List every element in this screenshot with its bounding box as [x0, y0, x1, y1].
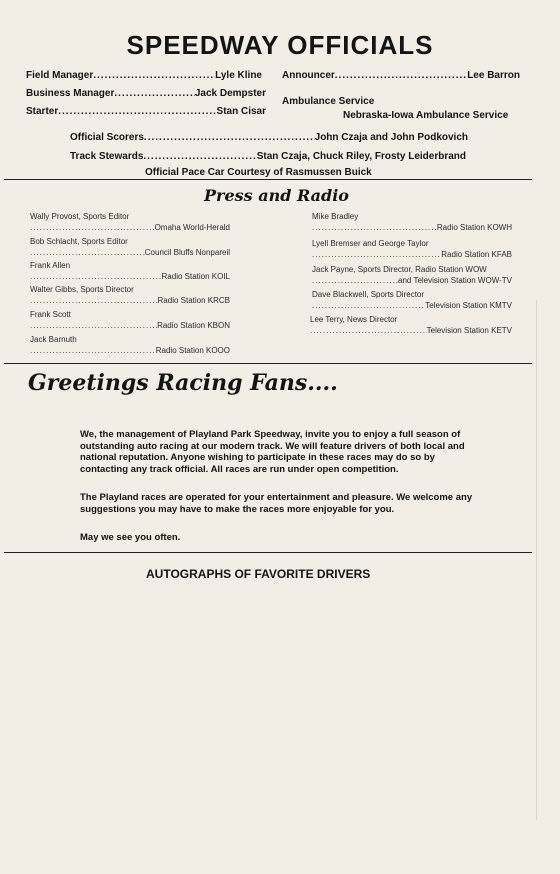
press-name: Wally Provost, Sports Editor — [30, 212, 130, 221]
press-entry — [310, 314, 512, 336]
leader-dots — [312, 222, 437, 233]
official-value: Lyle Kline — [215, 70, 262, 81]
leader-dots — [312, 249, 441, 260]
leader-dots — [30, 222, 155, 233]
divider-rule — [4, 179, 532, 180]
official-scorers — [70, 132, 468, 143]
press-affiliation: Omaha World-Herald — [154, 223, 230, 232]
leader-dots — [335, 70, 467, 81]
greeting-paragraph: May we see you often. — [80, 532, 181, 543]
page-title: SPEEDWAY OFFICIALS — [126, 30, 434, 60]
official-label: Field Manager — [26, 70, 94, 81]
official-starter — [26, 106, 266, 117]
pace-car-credit — [145, 167, 372, 178]
official-value: Stan Cisar — [216, 106, 266, 117]
press-affiliation: Radio Station KOOO — [155, 346, 230, 355]
page-fold — [536, 300, 537, 820]
press-name: Lyell Bremser and George Taylor — [312, 239, 429, 248]
official-label: Business Manager — [26, 88, 115, 99]
divider-rule — [4, 552, 532, 553]
leader-dots — [93, 70, 215, 81]
press-name: Jack Payne, Sports Director, Radio Station WOW — [312, 265, 487, 274]
press-entry — [30, 236, 230, 258]
press-affiliation: Television Station KMTV — [425, 301, 512, 310]
official-business-manager — [26, 88, 266, 99]
leader-dots — [144, 132, 315, 143]
leader-dots — [312, 300, 425, 311]
leader-dots — [143, 151, 256, 162]
official-stewards — [70, 151, 466, 162]
press-name: Walter Gibbs, Sports Director — [30, 285, 134, 294]
autographs-heading: AUTOGRAPHS OF FAVORITE DRIVERS — [146, 567, 371, 581]
official-announcer — [282, 70, 520, 81]
pace-car-text: Official Pace Car Courtesy of Rasmussen Buick — [145, 167, 372, 178]
press-affiliation: and Television Station WOW-TV — [398, 276, 512, 285]
press-entry — [30, 211, 230, 233]
official-field-manager — [26, 70, 262, 81]
leader-dots — [58, 106, 216, 117]
official-ambulance-label — [282, 96, 374, 107]
press-name: Jack Barnuth — [30, 335, 77, 344]
leader-dots — [310, 325, 427, 336]
press-entry — [30, 260, 230, 282]
press-entry — [312, 289, 512, 311]
leader-dots — [30, 247, 145, 258]
official-label: Track Stewards — [70, 151, 144, 162]
press-entry — [312, 238, 512, 260]
greeting-paragraph: The Playland races are operated for your entertainment and pleasure. We welcome any suggestions you may have to make the races more enjoyable for you. — [80, 492, 473, 515]
leader-dots — [114, 88, 194, 99]
press-heading: Press and Radio — [204, 186, 349, 205]
official-label: Ambulance Service — [282, 96, 375, 107]
press-name: Mike Bradley — [312, 212, 359, 221]
official-value: John Czaja and John Podkovich — [314, 132, 468, 143]
press-entry — [312, 211, 512, 233]
press-affiliation: Radio Station KOWH — [436, 223, 512, 232]
leader-dots — [30, 320, 157, 331]
press-name: Lee Terry, News Director — [310, 315, 398, 324]
press-affiliation: Radio Station KRCB — [157, 296, 230, 305]
official-ambulance-value — [343, 110, 508, 121]
leader-dots — [30, 295, 158, 306]
greeting-heading: Greetings Racing Fans.... — [28, 370, 338, 396]
press-entry — [312, 264, 512, 286]
official-label: Starter — [26, 106, 59, 117]
press-name: Bob Schlacht, Sports Editor — [30, 237, 128, 246]
press-entry — [30, 334, 230, 356]
leader-dots — [30, 345, 156, 356]
press-affiliation: Radio Station KFAB — [441, 250, 512, 259]
press-entry — [30, 309, 230, 331]
leader-dots — [30, 271, 162, 282]
greeting-paragraph: We, the management of Playland Park Speedway, invite you to enjoy a full season of outstanding auto racing at our modern track. We will feature drivers of both local and national reputation. Anyone wishing to participate in these races may do so by contacting any track official. All races are run under open competition. — [80, 429, 465, 475]
press-affiliation: Television Station KETV — [426, 326, 512, 335]
press-entry — [30, 284, 230, 306]
press-affiliation: Radio Station KBON — [157, 321, 230, 330]
official-value: Stan Czaja, Chuck Riley, Frosty Leiderbrand — [256, 151, 466, 162]
divider-rule — [4, 363, 532, 364]
press-name: Frank Scott — [30, 310, 71, 319]
official-value: Jack Dempster — [194, 88, 266, 99]
official-label: Announcer — [282, 70, 335, 81]
press-name: Dave Blackwell, Sports Director — [312, 290, 425, 299]
official-label: Official Scorers — [70, 132, 144, 143]
official-value: Lee Barron — [467, 70, 520, 81]
leader-dots — [312, 275, 398, 286]
press-name: Frank Allen — [30, 261, 71, 270]
official-value: Nebraska-Iowa Ambulance Service — [343, 110, 509, 121]
press-affiliation: Radio Station KOIL — [161, 272, 230, 281]
press-affiliation: Council Bluffs Nonpareil — [144, 248, 230, 257]
